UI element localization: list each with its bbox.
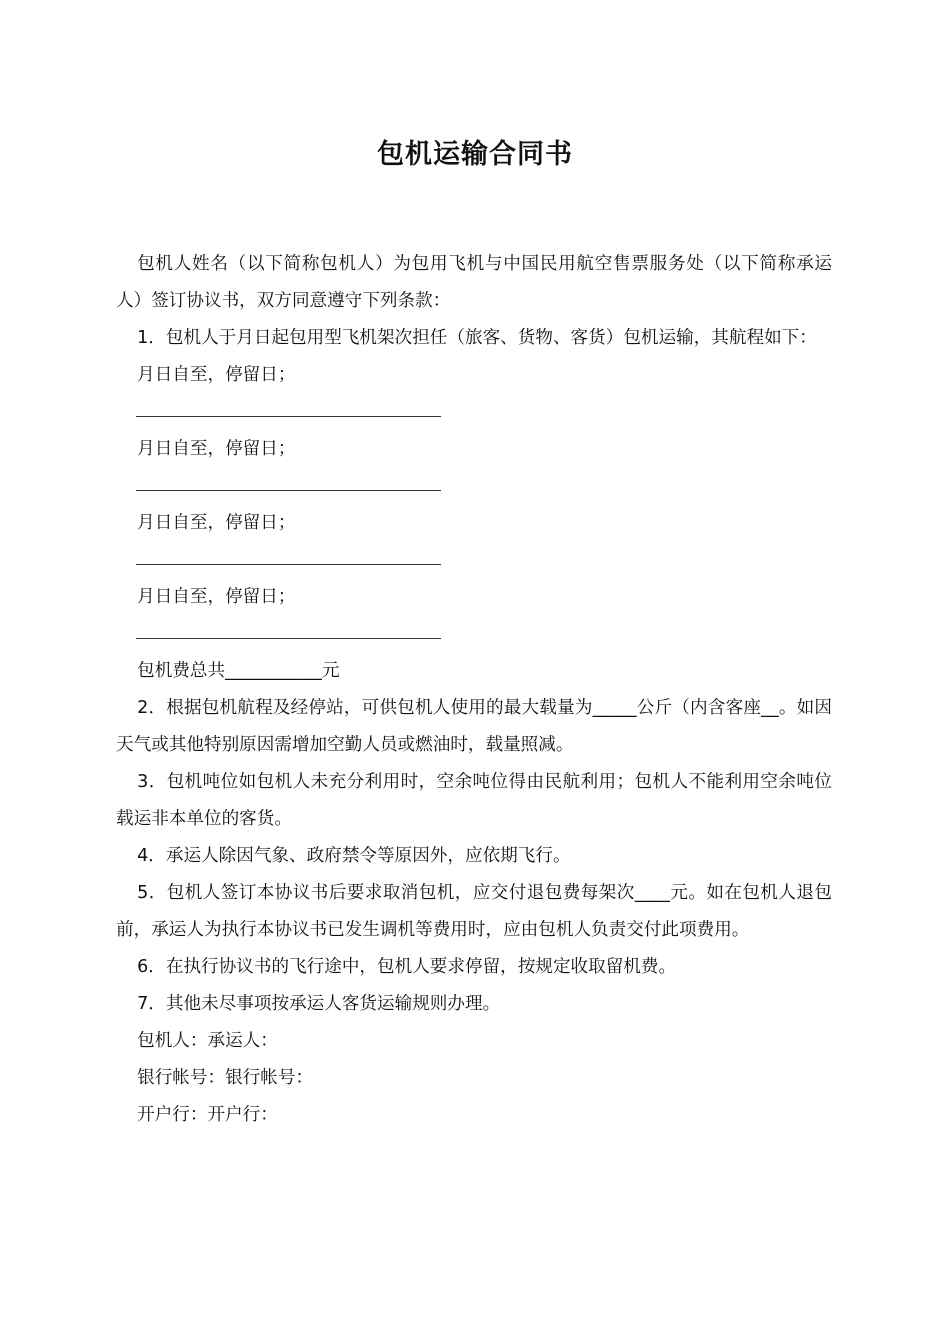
signature-bank-account: 银行帐号：银行帐号： <box>137 1068 314 1088</box>
contract-body <box>116 246 832 1134</box>
itinerary-line-4: 月日自至，停留日； <box>137 587 296 607</box>
blank-fill-line <box>116 616 832 653</box>
blank-fill-line <box>116 468 832 505</box>
blank-fill-line <box>116 394 832 431</box>
itinerary-line-3: 月日自至，停留日； <box>137 513 296 533</box>
clause-7: 7．其他未尽事项按承运人客货运输规则办理。 <box>137 994 501 1014</box>
clause-3: 3．包机吨位如包机人未充分利用时，空余吨位得由民航利用；包机人不能利用空余吨位载运非本单位的客货。 <box>116 772 832 829</box>
clause-5: 5．包机人签订本协议书后要求取消包机，应交付退包费每架次____元。如在包机人退包前，承运人为执行本协议书已发生调机等费用时，应由包机人负责交付此项费用。 <box>116 883 832 940</box>
signature-parties: 包机人：承运人： <box>137 1031 278 1051</box>
itinerary-line-1: 月日自至，停留日； <box>137 365 296 385</box>
blank-fill-line <box>116 542 832 579</box>
clause-4: 4．承运人除因气象、政府禁令等原因外，应依期飞行。 <box>137 846 571 866</box>
clause-2: 2．根据包机航程及经停站，可供包机人使用的最大载量为_____公斤（内含客座__。如因天气或其他特别原因需增加空勤人员或燃油时，载量照减。 <box>116 698 832 755</box>
itinerary-line-2: 月日自至，停留日； <box>137 439 296 459</box>
clause-6: 6．在执行协议书的飞行途中，包机人要求停留，按规定收取留机费。 <box>137 957 677 977</box>
clause-1: 1．包机人于月日起包用型飞机架次担任（旅客、货物、客货）包机运输，其航程如下： <box>137 328 817 348</box>
intro-paragraph: 包机人姓名（以下简称包机人）为包用飞机与中国民用航空售票服务处（以下简称承运人）签订协议书，双方同意遵守下列条款： <box>116 254 832 311</box>
total-fee: 包机费总共___________元 <box>137 661 340 681</box>
signature-bank: 开户行：开户行： <box>137 1105 278 1125</box>
document-title: 包机运输合同书 <box>377 139 573 170</box>
